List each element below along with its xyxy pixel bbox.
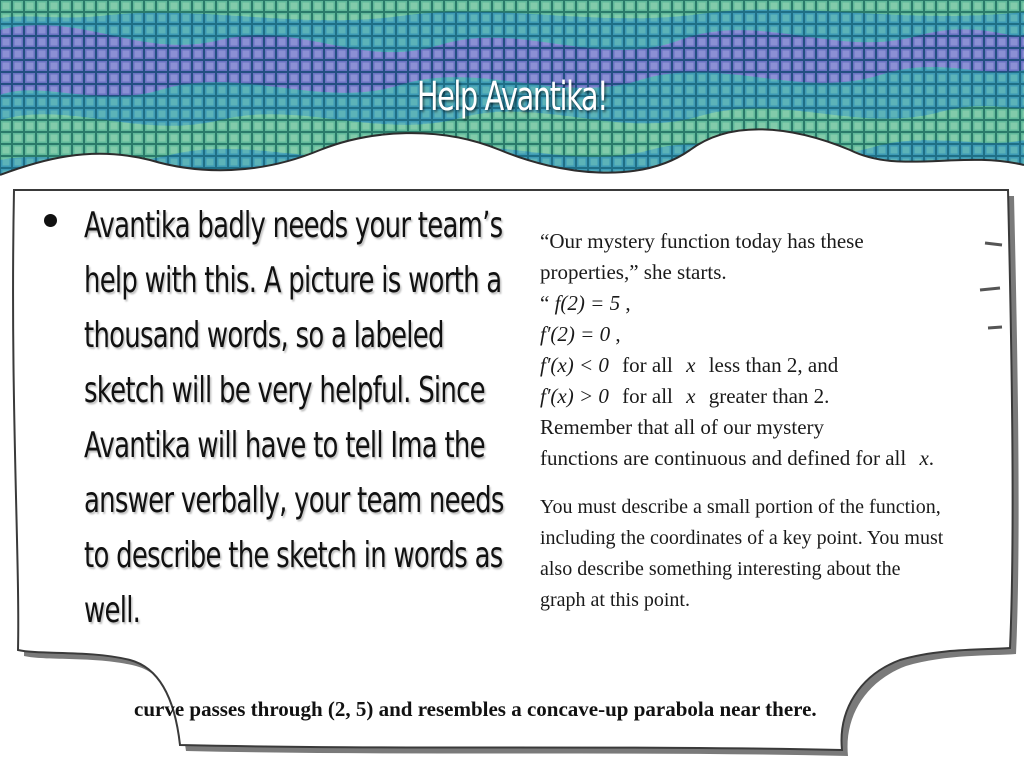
open-quote: “: [540, 291, 550, 315]
property-tail: ,: [615, 322, 621, 346]
variable-x: x: [686, 353, 696, 377]
variable-x: x: [919, 446, 929, 470]
property-tail: ,: [625, 291, 631, 315]
property-condition: greater than 2.: [708, 384, 830, 408]
property-expression: f(2) = 5: [554, 291, 621, 315]
property-expression: f′(x) > 0: [540, 384, 609, 408]
task-instruction: You must describe a small portion of the function, including the coordinates of a key point. You must also describe something interesting about the graph at this point.: [540, 496, 944, 611]
quote-line-1: “Our mystery function today has these: [540, 229, 864, 253]
property-expression: f′(x) < 0: [540, 353, 609, 377]
remember-text: functions are continuous and defined for all: [540, 446, 907, 470]
property-derivative-negative: [540, 350, 1010, 381]
property-derivative-at-2: [540, 319, 1010, 350]
property-derivative-positive: [540, 381, 1010, 412]
bullet-text: Avantika badly needs your team’s help with this. A picture is worth a thousand words, so a labeled sketch will be very helpful. Since Avantika will have to tell Ima the answer verbally, your team needs to describe the sketch in words as well.: [84, 205, 504, 631]
remember-line-2: [540, 443, 1010, 474]
remember-line-1: Remember that all of our mystery: [540, 415, 825, 439]
mystery-function-quote: [540, 226, 1010, 474]
quote-line-2: properties,” she starts.: [540, 260, 727, 284]
property-expression: f′(2) = 0: [540, 322, 611, 346]
property-condition: less than 2, and: [708, 353, 839, 377]
remember-end: .: [928, 446, 935, 470]
bullet-dot: [44, 214, 57, 227]
property-f-of-2: [540, 288, 1010, 319]
slide-title: Help Avantika!: [416, 74, 608, 120]
variable-x: x: [686, 384, 696, 408]
for-all-label: for all: [622, 353, 673, 377]
for-all-label: for all: [622, 384, 673, 408]
answer-footer: curve passes through (2, 5) and resembles a concave-up parabola near there.: [134, 697, 817, 721]
